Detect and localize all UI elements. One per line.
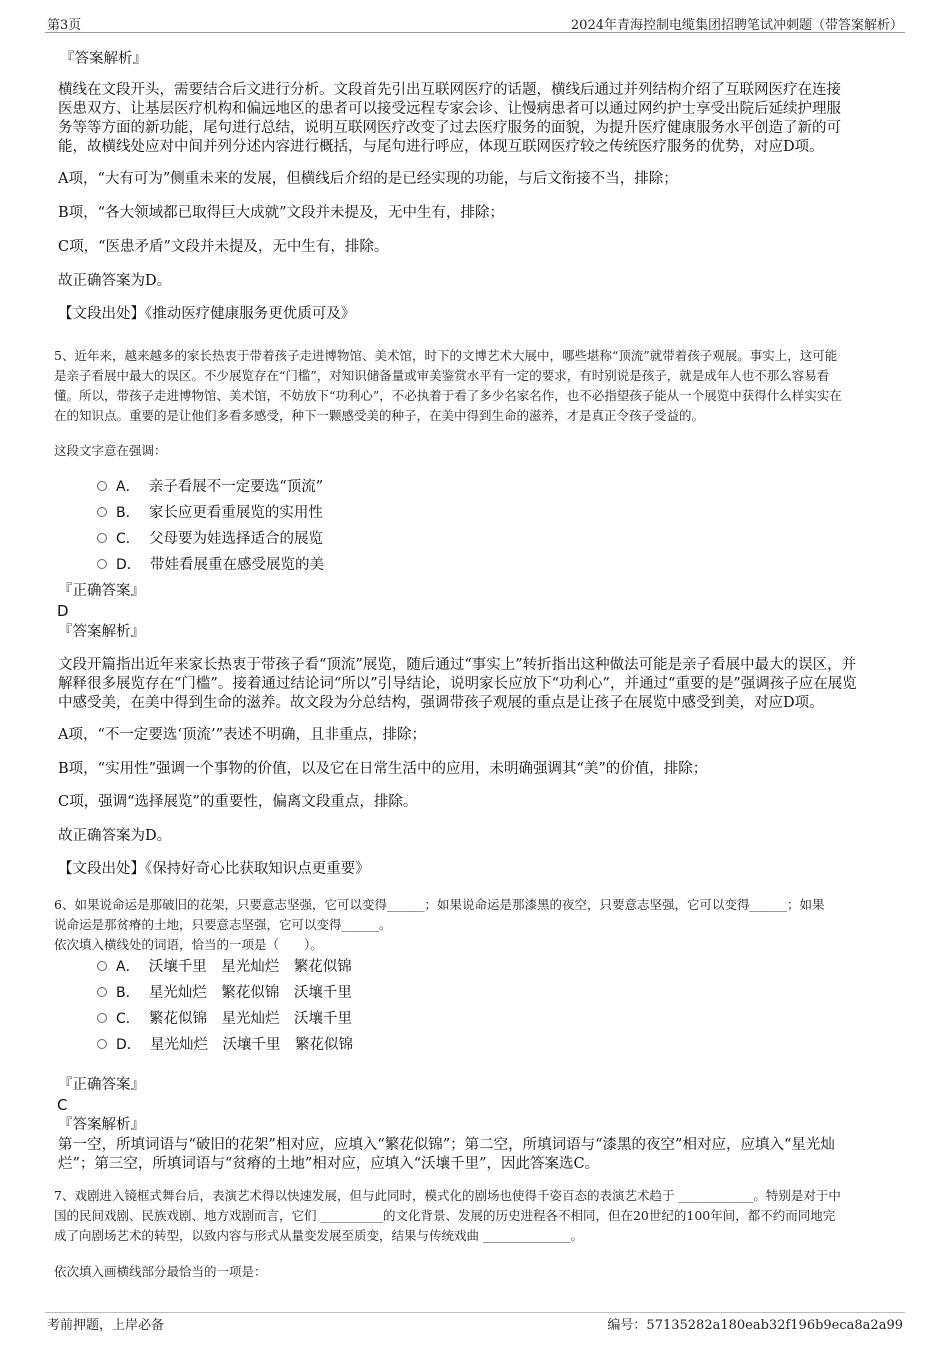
q4-conclusion: 故正确答案为D。 xyxy=(58,273,172,289)
q6-option-a[interactable]: A． 沃壤千里 星光灿烂 繁花似锦 xyxy=(97,957,352,977)
q5-answer: D xyxy=(57,602,69,620)
header-divider xyxy=(45,32,905,33)
q5-option-a[interactable]: A． 亲子看展不一定要选“顶流” xyxy=(97,477,323,497)
q5-stem: 5、近年来，越来越多的家长热衷于带着孩子走进博物馆、美术馆，时下的文博艺术大展中，哪些堪称“顶流”就带着孩子观展。事实上，这可能 是亲子看展中最大的误区。不少展览存在“门槛”，对知识储备量或审美鉴赏水平有一定的要求，有时别说是孩子，就是成年人也不那么容易看 懂。所以，带孩子走进博物馆、美术馆，不妨放下“功利心”，不必执着于看了多少名家名作，也不必指望孩子能从一个展览中获得什么样实实在 在的知识点。重要的是让他们多看多感受，种下一颗感受美的种子，在美中得到生命的滋养，才是真正令孩子受益的。 xyxy=(54,348,842,423)
q5-conclusion: 故正确答案为D。 xyxy=(58,828,172,844)
radio-icon[interactable] xyxy=(97,533,107,543)
q5-option-b[interactable]: B． 家长应更看重展览的实用性 xyxy=(97,503,323,523)
q4-analysis-label: 『答案解析』 xyxy=(60,51,147,67)
q7-question: 依次填入画横线部分最恰当的一项是： xyxy=(54,1264,267,1279)
q5-source: 【文段出处】《保持好奇心比获取知识点更重要》 xyxy=(58,861,370,877)
q5-option-d[interactable]: D． 带娃看展重在感受展览的美 xyxy=(97,555,324,575)
q6-answer: C xyxy=(57,1096,68,1114)
q6-analysis-label: 『答案解析』 xyxy=(58,1117,145,1133)
q5-option-b-analysis: B项，“实用性”强调一个事物的价值，以及它在日常生活中的应用，未明确强调其“美”的价值，排除； xyxy=(58,761,708,777)
q5-answer-label: 『正确答案』 xyxy=(58,583,145,599)
footer-slogan: 考前押题，上岸必备 xyxy=(47,1318,165,1333)
q4-analysis: 横线在文段开头，需要结合后文进行分析。文段首先引出互联网医疗的话题，横线后通过并列结构介绍了互联网医疗在连接 医患双方、让基层医疗机构和偏远地区的患者可以接受远程专家会诊、让慢病患者可以通过网约护士享受出院后延续护理服 务等等方面的新功能，尾句进行总结，说明互联网医疗改变了过去医疗服务的面貌，为提升医疗健康服务水平创造了新的可 能，故横线处应对中间并列分述内容进行概括，与尾句进行呼应，体现互联网医疗较之传统医疗服务的优势，对应D项。 xyxy=(58,82,841,155)
q5-option-a-analysis: A项，“不一定要选‘顶流’”表述不明确，且非重点，排除； xyxy=(58,727,427,743)
document-id: 编号：57135282a180eab32f196b9eca8a2a99 xyxy=(607,1318,903,1333)
q5-option-c-analysis: C项，强调“选择展览”的重要性，偏离文段重点，排除。 xyxy=(58,794,418,810)
q6-option-d[interactable]: D． 星光灿烂 沃壤千里 繁花似锦 xyxy=(97,1035,353,1055)
q4-option-b-analysis: B项，“各大领域都已取得巨大成就”文段并未提及，无中生有，排除； xyxy=(58,205,504,221)
q6-option-b[interactable]: B． 星光灿烂 繁花似锦 沃壤千里 xyxy=(97,983,352,1003)
radio-icon[interactable] xyxy=(97,507,107,517)
q5-analysis: 文段开篇指出近年来家长热衷于带孩子看“顶流”展览，随后通过“事实上”转折指出这种做法可能是亲子看展中最大的误区，并 解释很多展览存在“门槛”。接着通过结论词“所以”引导结论，说明家长应放下“功利心”，并通过“重要的是”强调孩子应在展览 中感受美，在美中得到生命的滋养。故文段为分总结构，强调带孩子观展的重点是让孩子在展览中感受到美，对应D项。 xyxy=(58,657,857,711)
q6-stem: 6、如果说命运是那破旧的花架，只要意志坚强，它可以变得______；如果说命运是那漆黑的夜空，只要意志坚强，它可以变得______；如果 说命运是那贫瘠的土地，只要意志坚强，它可以变得______。 依次填入横线处的词语，恰当的一项是（ ）。 xyxy=(54,897,825,952)
radio-icon[interactable] xyxy=(97,961,107,971)
footer-divider xyxy=(45,1312,905,1313)
radio-icon[interactable] xyxy=(97,1039,107,1049)
radio-icon[interactable] xyxy=(97,987,107,997)
radio-icon[interactable] xyxy=(97,481,107,491)
q6-answer-label: 『正确答案』 xyxy=(58,1077,145,1093)
q4-option-a-analysis: A项，“大有可为”侧重未来的发展，但横线后介绍的是已经实现的功能，与后文衔接不当，排除； xyxy=(58,171,678,187)
radio-icon[interactable] xyxy=(97,1013,107,1023)
q6-option-c[interactable]: C． 繁花似锦 星光灿烂 沃壤千里 xyxy=(97,1009,352,1029)
q7-stem: 7、戏剧进入镜框式舞台后，表演艺术得以快速发展，但与此同时，模式化的剧场也使得千姿百态的表演艺术趋于 ____________。特别是对于中 国的民间戏剧、民族戏剧、地方戏剧而言，它们 __________的文化背景、发展的历史进程各不相同，但在20世纪的100年间，都不约而同地完 成了向剧场艺术的转型，以致内容与形式从量变发展至质变，结果与传统戏曲 ______________。 xyxy=(54,1188,841,1243)
q6-analysis: 第一空，所填词语与“破旧的花架”相对应，应填入“繁花似锦”；第二空，所填词语与“漆黑的夜空”相对应，应填入“星光灿 烂”；第三空，所填词语与“贫瘠的土地”相对应，应填入“沃壤千里”，因此答案选C。 xyxy=(58,1137,835,1172)
q5-analysis-label: 『答案解析』 xyxy=(58,624,145,640)
document-title: 2024年青海控制电缆集团招聘笔试冲刺题（带答案解析） xyxy=(570,18,903,33)
radio-icon[interactable] xyxy=(97,559,107,569)
q5-option-c[interactable]: C． 父母要为娃选择适合的展览 xyxy=(97,529,323,549)
q4-source: 【文段出处】《推动医疗健康服务更优质可及》 xyxy=(58,306,356,322)
q4-option-c-analysis: C项，“医患矛盾”文段并未提及，无中生有，排除。 xyxy=(58,239,389,255)
q5-question: 这段文字意在强调： xyxy=(54,443,167,458)
page-number: 第3页 xyxy=(47,18,82,33)
